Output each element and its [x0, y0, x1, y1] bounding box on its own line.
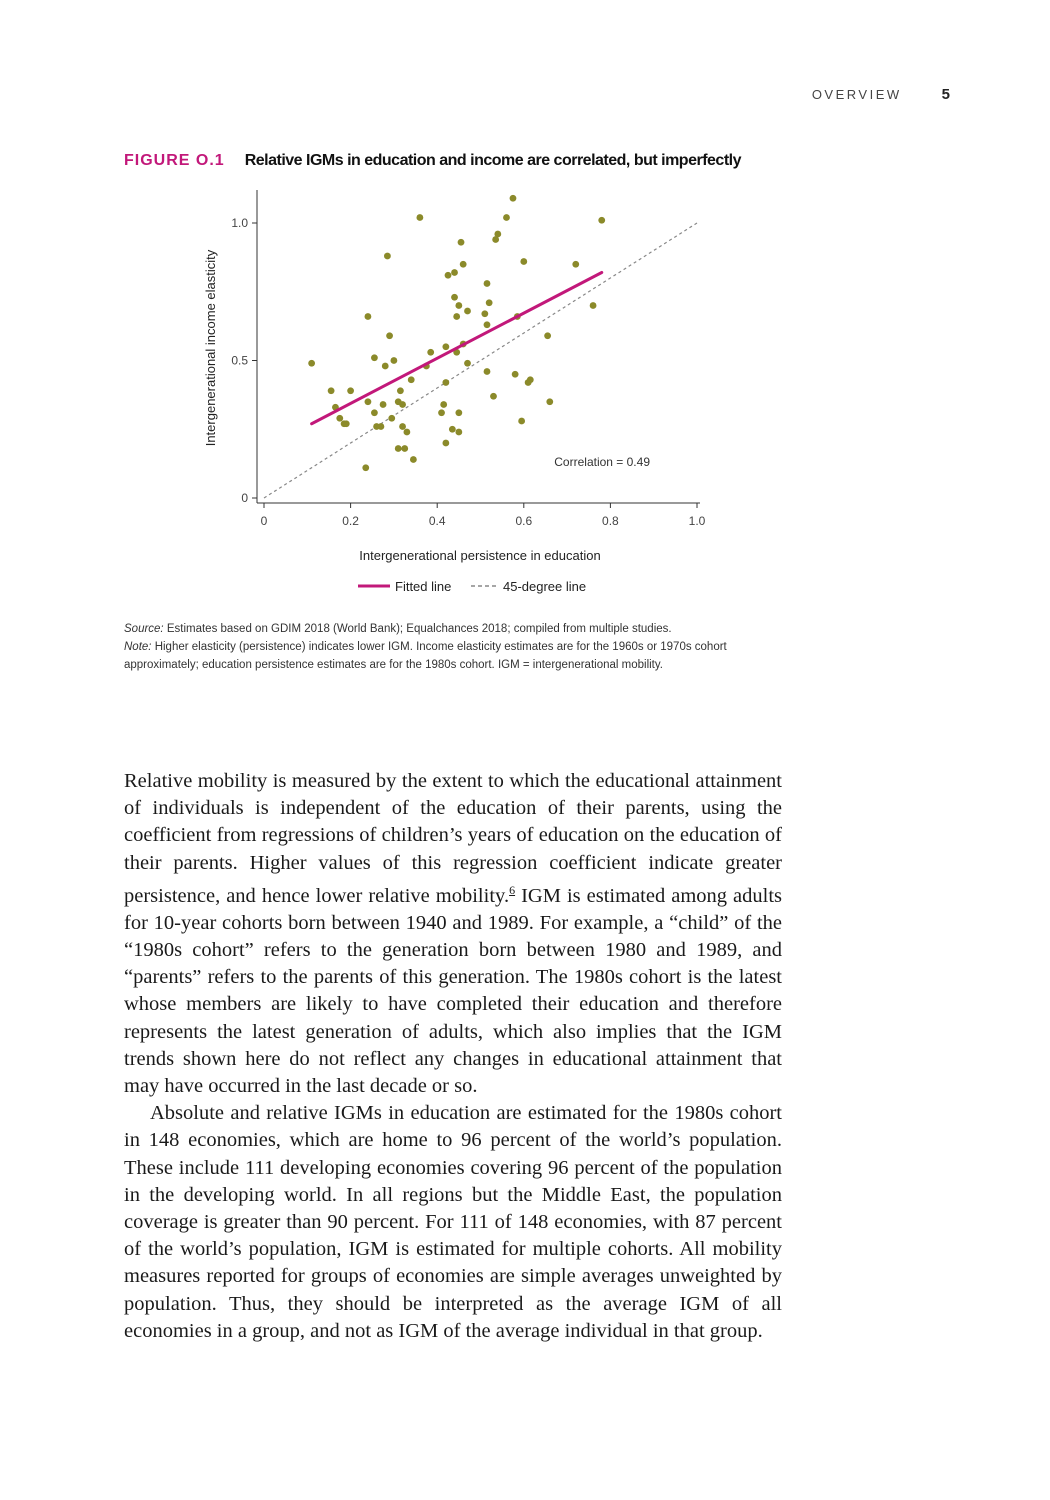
data-point-5 — [343, 420, 350, 427]
data-point-10 — [371, 409, 378, 416]
data-point-51 — [481, 310, 488, 317]
x-tick-label-3: 0.6 — [515, 514, 533, 528]
data-point-35 — [442, 379, 449, 386]
note-text: Higher elasticity (persistence) indicates lower IGM. Income elasticity estimates are for the 1960s or 1970s cohort approximately; education persistence estimates are for the 1980s cohort. IGM = intergenerational mobility. — [124, 641, 727, 671]
y-tick-label-0: 0 — [241, 491, 248, 505]
data-point-17 — [386, 332, 393, 339]
data-point-6 — [347, 387, 354, 394]
endnote-ref[interactable]: 6 — [509, 882, 516, 897]
data-point-9 — [365, 398, 372, 405]
data-point-39 — [451, 269, 458, 276]
running-head — [812, 86, 950, 103]
data-point-18 — [388, 415, 395, 422]
data-point-49 — [464, 308, 471, 315]
x-tick-label-2: 0.4 — [428, 514, 446, 528]
data-point-38 — [449, 426, 456, 433]
x-tick-label-1: 0.2 — [342, 514, 359, 528]
data-point-19 — [391, 357, 398, 364]
data-point-33 — [440, 401, 447, 408]
data-point-63 — [518, 418, 525, 425]
data-point-37 — [445, 272, 452, 279]
data-point-55 — [486, 299, 493, 306]
page-number: 5 — [941, 86, 950, 103]
scatter-chart — [190, 185, 730, 605]
data-point-40 — [451, 294, 458, 301]
data-point-15 — [382, 363, 389, 370]
data-point-67 — [544, 332, 551, 339]
data-point-54 — [484, 321, 491, 328]
data-point-71 — [598, 217, 605, 224]
x-tick-label-5: 1.0 — [688, 514, 706, 528]
data-point-61 — [512, 371, 519, 378]
source-text: Estimates based on GDIM 2018 (World Bank); Equalchances 2018; compiled from multiple studies. — [163, 623, 672, 635]
source-line — [124, 620, 784, 638]
legend — [358, 579, 586, 594]
data-point-43 — [455, 302, 462, 309]
data-point-66 — [527, 376, 534, 383]
x-axis-label: Intergenerational persistence in education — [359, 548, 601, 563]
data-point-46 — [458, 239, 465, 246]
paragraph-2: Absolute and relative IGMs in education are estimated for the 1980s cohort in 148 economies, which are home to 96 percent of the world’s population. These include 111 developing economies covering 96 percent of the population in the developing world. In all regions but the Middle East, the population coverage is greater than 90 percent. For 111 of 148 economies, with 87 percent of the world’s population, IGM is estimated for multiple cohorts. All mobility measures reported for groups of economies are simple averages unweighted by population. Thus, they should be interpreted as the average IGM of all economies in a group, and not as IGM of the average individual in that group. — [124, 1102, 782, 1342]
data-point-50 — [464, 360, 471, 367]
figure-notes — [124, 620, 784, 674]
data-point-70 — [590, 302, 597, 309]
data-point-69 — [572, 261, 579, 268]
data-point-64 — [520, 258, 527, 265]
points-group — [308, 195, 605, 471]
figure-label: FIGURE O.1 — [124, 152, 225, 169]
data-point-20 — [395, 445, 402, 452]
figure-caption — [124, 152, 824, 170]
data-point-23 — [399, 401, 406, 408]
data-point-24 — [399, 423, 406, 430]
body-text — [124, 768, 782, 1345]
data-point-3 — [336, 415, 343, 422]
data-point-36 — [442, 440, 449, 447]
data-point-44 — [455, 409, 462, 416]
data-point-1 — [328, 387, 335, 394]
data-point-48 — [460, 261, 467, 268]
y-tick-label-2: 1.0 — [231, 216, 248, 230]
data-point-32 — [438, 409, 445, 416]
data-point-56 — [490, 393, 497, 400]
data-point-29 — [416, 214, 423, 221]
source-label: Source: — [124, 623, 164, 635]
data-point-8 — [365, 313, 372, 320]
paragraph-1-part-a: Relative mobility is measured by the extent to which the educational attainment of individuals is independent of the education of their parents, using the coefficient from regressions of children’s years of education on the education of their parents. Higher values of this regression coefficient indicate greater persistence, and hence lower relative mobility. — [124, 770, 782, 907]
data-point-25 — [401, 445, 408, 452]
data-point-52 — [484, 280, 491, 287]
data-point-60 — [510, 195, 517, 202]
data-point-45 — [455, 429, 462, 436]
data-point-13 — [378, 423, 385, 430]
data-point-28 — [410, 456, 417, 463]
correlation-annotation: Correlation = 0.49 — [554, 455, 650, 469]
data-point-53 — [484, 368, 491, 375]
data-point-27 — [408, 376, 415, 383]
legend-degree-label: 45-degree line — [503, 579, 587, 594]
section-name: OVERVIEW — [811, 87, 902, 102]
data-point-34 — [442, 343, 449, 350]
note-label: Note: — [124, 641, 152, 653]
x-tick-label-4: 0.8 — [602, 514, 619, 528]
data-point-58 — [494, 231, 501, 238]
note-line — [124, 638, 784, 674]
y-axis-label: Intergenerational income elasticity — [203, 249, 218, 447]
legend-fitted-label: Fitted line — [395, 579, 452, 594]
data-point-42 — [453, 313, 460, 320]
data-point-31 — [427, 349, 434, 356]
x-tick-label-0: 0 — [260, 514, 268, 528]
data-point-7 — [362, 464, 369, 471]
data-point-59 — [503, 214, 510, 221]
data-point-0 — [308, 360, 315, 367]
figure-title: Relative IGMs in education and income are correlated, but imperfectly — [244, 152, 741, 169]
paragraph-1-part-b: IGM is estimated among adults for 10-year cohorts born between 1940 and 1989. For example, a “child” of the “1980s cohort” refers to the generation born between 1980 and 1989, and “parents” refers to the parents of this generation. The 1980s cohort is the latest whose members are likely to have completed their education and therefore represents the latest generation of adults, which also implies that the IGM trends shown here do not reflect any changes in educational attainment that may have occurred in the last decade or so. — [124, 884, 782, 1098]
data-point-11 — [371, 354, 378, 361]
data-point-14 — [380, 401, 387, 408]
data-point-26 — [403, 429, 410, 436]
data-point-16 — [384, 253, 391, 260]
data-point-22 — [397, 387, 404, 394]
y-tick-label-1: 0.5 — [231, 353, 248, 368]
data-point-68 — [546, 398, 553, 405]
paragraph-1 — [124, 768, 782, 1100]
